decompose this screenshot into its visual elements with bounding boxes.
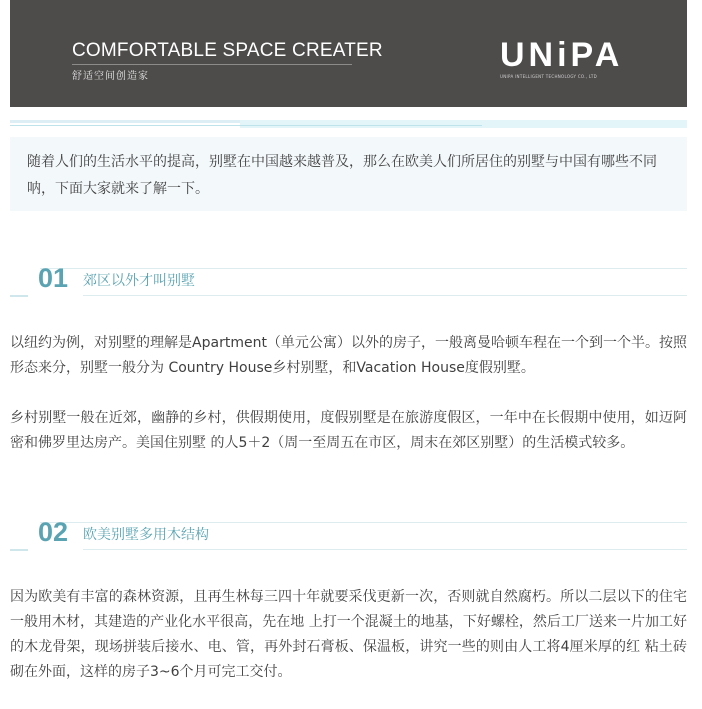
- heading-line: [10, 295, 28, 297]
- section-title: 欧美别墅多用木结构: [83, 527, 209, 543]
- intro-box: 随着人们的生活水平的提高，别墅在中国越来越普及，那么在欧美人们所居住的别墅与中国有哪些不同呐，下面大家就来了解一下。: [10, 137, 687, 211]
- decorative-divider: [10, 120, 687, 128]
- heading-line: [83, 295, 687, 296]
- heading-line: [40, 268, 687, 269]
- banner-divider: [72, 64, 352, 65]
- section-number: 01: [38, 263, 69, 293]
- heading-line: [83, 549, 687, 550]
- heading-line: [10, 549, 28, 551]
- section-heading-02: [10, 516, 687, 556]
- heading-line: [40, 522, 687, 523]
- banner-title: COMFORTABLE SPACE CREATER: [72, 40, 383, 61]
- paragraph: 因为欧美有丰富的森林资源，且再生林每三四十年就要采伐更新一次，否则就自然腐朽。所以二层以下的住宅一般用木材，其建造的产业化水平很高，先在地 上打一个混凝土的地基，下好螺栓，然后工厂送来一片加工好的木龙骨架，现场拼装后接水、电、管，再外封石膏板、保温板，讲究一些的则由人工将4厘米厚的红 粘土砖砌在外面，这样的房子3~6个月可完工交付。: [10, 589, 687, 680]
- divider-segment: [10, 120, 240, 123]
- paragraph: 以纽约为例，对别墅的理解是Apartment（单元公寓）以外的房子，一般离曼哈顿车程在一个到一个半。按照形态来分，别墅一般分为 Country House乡村别墅，和Vacation House度假别墅。: [10, 335, 687, 376]
- section-heading-01: [10, 262, 687, 302]
- brand-logo: [500, 38, 623, 79]
- divider-line: [10, 125, 482, 126]
- section-number: 02: [38, 517, 69, 547]
- header-banner: [10, 0, 687, 107]
- logo-wordmark: UNiPA: [500, 36, 624, 74]
- logo-company-name: UNIPA INTELLIGENT TECHNOLOGY CO., LTD: [500, 74, 598, 79]
- paragraph: 乡村别墅一般在近郊，幽静的乡村，供假期使用，度假别墅是在旅游度假区，一年中在长假期中使用，如迈阿密和佛罗里达房产。美国住别墅 的人5＋2（周一至周五在市区，周末在郊区别墅）的生活模式较多。: [10, 410, 687, 451]
- banner-text-group: [72, 40, 383, 82]
- section-title: 郊区以外才叫别墅: [83, 273, 195, 289]
- divider-segment: [240, 120, 687, 128]
- banner-subtitle: 舒适空间创造家: [72, 71, 149, 82]
